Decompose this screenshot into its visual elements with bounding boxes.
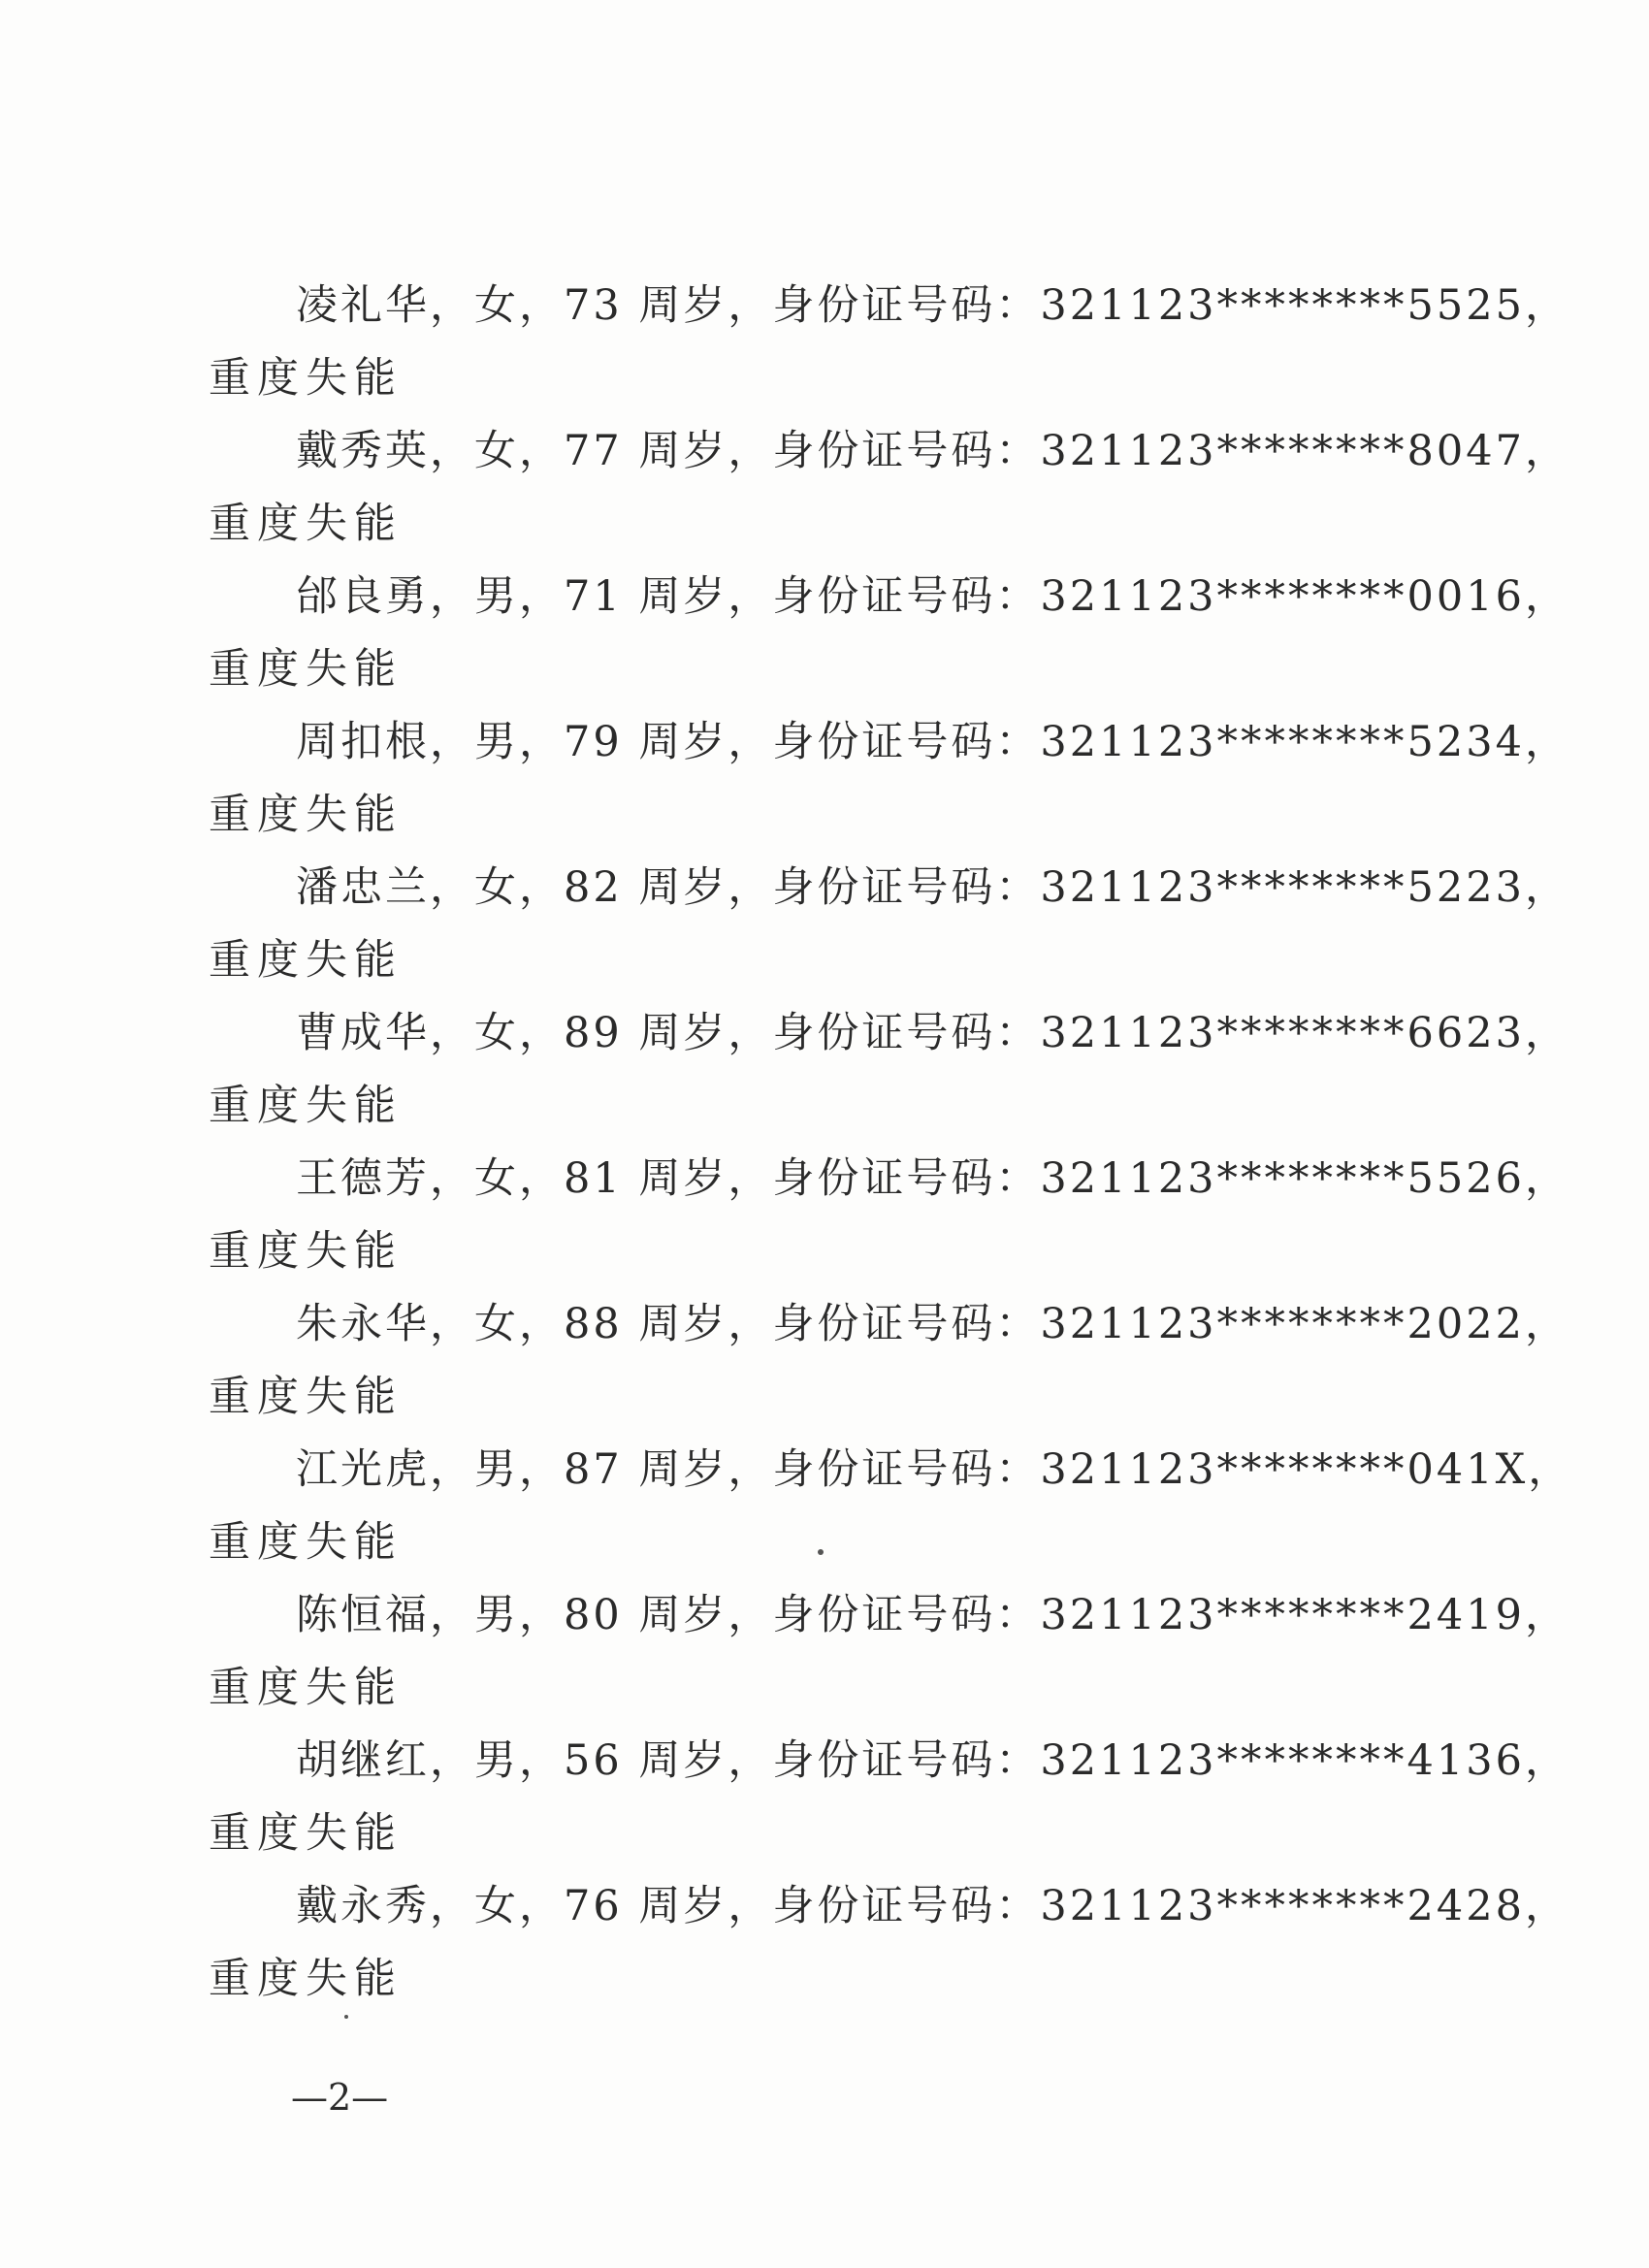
disability-status: 重度失能 <box>209 1518 403 1567</box>
person-record: 王德芳，女，81 周岁，身份证号码：321123********5526， <box>296 1154 1569 1203</box>
disability-status: 重度失能 <box>209 1664 403 1712</box>
person-record: 朱永华，女，88 周岁，身份证号码：321123********2022， <box>296 1300 1569 1348</box>
disability-status: 重度失能 <box>209 1373 403 1421</box>
person-record: 江光虎，男，87 周岁，身份证号码：321123********041X， <box>296 1445 1573 1494</box>
person-record: 潘忠兰，女，82 周岁，身份证号码：321123********5223， <box>296 863 1569 912</box>
disability-status: 重度失能 <box>209 645 403 694</box>
disability-status: 重度失能 <box>209 500 403 548</box>
person-record: 戴永秀，女，76 周岁，身份证号码：321123********2428， <box>296 1882 1569 1930</box>
disability-status: 重度失能 <box>209 936 403 985</box>
disability-status: 重度失能 <box>209 1955 403 2003</box>
disability-status: 重度失能 <box>209 1227 403 1276</box>
person-record: 陈恒福，男，80 周岁，身份证号码：321123********2419， <box>296 1591 1569 1639</box>
disability-status: 重度失能 <box>209 1082 403 1130</box>
disability-status: 重度失能 <box>209 1809 403 1858</box>
person-record: 曹成华，女，89 周岁，身份证号码：321123********6623， <box>296 1009 1569 1057</box>
page-number: —2— <box>291 2076 389 2119</box>
scan-speck <box>818 1549 824 1555</box>
disability-status: 重度失能 <box>209 354 403 403</box>
person-record: 戴秀英，女，77 周岁，身份证号码：321123********8047， <box>296 427 1569 475</box>
scan-speck <box>344 2015 348 2019</box>
person-record: 凌礼华，女，73 周岁，身份证号码：321123********5525， <box>296 281 1569 330</box>
disability-status: 重度失能 <box>209 791 403 839</box>
person-record: 邰良勇，男，71 周岁，身份证号码：321123********0016， <box>296 572 1569 621</box>
person-record: 胡继红，男，56 周岁，身份证号码：321123********4136， <box>296 1736 1569 1785</box>
person-record: 周扣根，男，79 周岁，身份证号码：321123********5234， <box>296 718 1569 766</box>
